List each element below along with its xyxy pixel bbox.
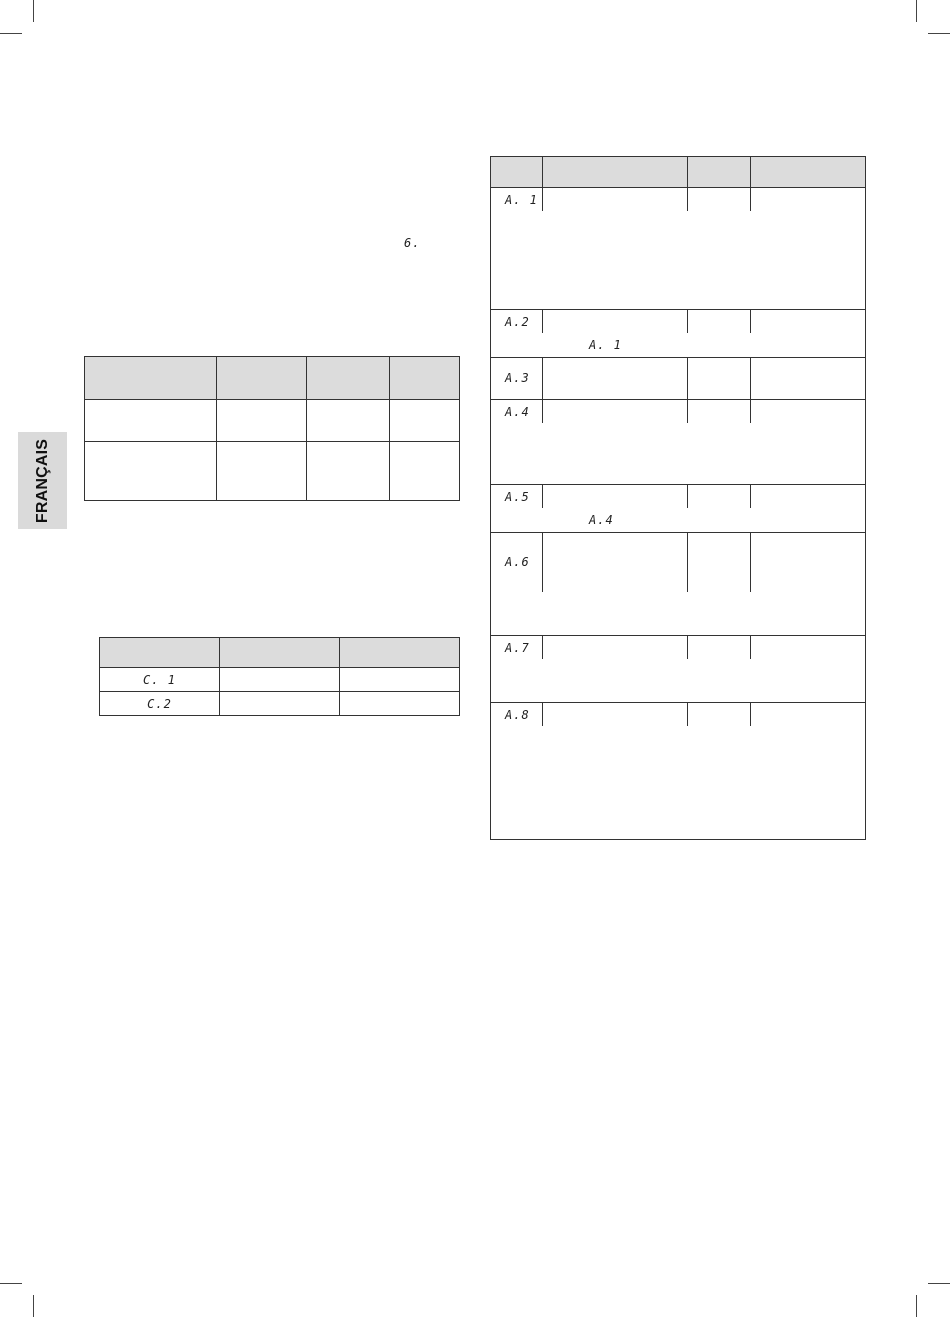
row-divider <box>491 532 865 533</box>
table-header-cell <box>307 357 390 400</box>
table-cell <box>217 400 307 442</box>
language-tab-label: FRANÇAIS <box>33 438 51 523</box>
table-header-row <box>100 638 460 668</box>
crop-mark <box>916 0 917 22</box>
crop-mark <box>0 33 22 34</box>
table-row <box>85 400 460 442</box>
table-header-row <box>85 357 460 400</box>
crop-mark <box>33 0 34 22</box>
table-header-cell <box>100 638 220 668</box>
table-cell <box>307 400 390 442</box>
column-divider <box>542 399 543 423</box>
column-divider <box>750 399 751 423</box>
column-divider <box>750 157 751 187</box>
display-code: A. 1 <box>505 193 538 207</box>
table-cell <box>390 400 460 442</box>
column-divider <box>750 702 751 726</box>
settings-table <box>84 356 460 501</box>
display-code: A.4 <box>505 405 530 419</box>
row-divider <box>491 309 865 310</box>
table-cell <box>85 442 217 501</box>
table-cell <box>220 692 340 716</box>
display-code: A.5 <box>505 490 530 504</box>
display-code: A.2 <box>505 315 530 329</box>
reference-code: A. 1 <box>589 338 622 352</box>
column-divider <box>542 484 543 508</box>
column-divider <box>542 357 543 399</box>
column-divider <box>687 532 688 592</box>
column-divider <box>750 187 751 211</box>
column-divider <box>687 702 688 726</box>
table-row <box>100 668 460 692</box>
column-divider <box>750 635 751 659</box>
display-code: A.8 <box>505 708 530 722</box>
display-code: C.2 <box>147 696 172 711</box>
table-cell <box>85 400 217 442</box>
code-cell <box>100 692 220 716</box>
code-table <box>99 637 460 716</box>
table-header-cell <box>217 357 307 400</box>
column-divider <box>750 532 751 592</box>
crop-mark <box>928 1283 950 1284</box>
code-cell <box>100 668 220 692</box>
row-divider <box>491 702 865 703</box>
row-divider <box>491 399 865 400</box>
display-symbol: 6. <box>404 236 421 250</box>
table-cell <box>220 668 340 692</box>
column-divider <box>750 484 751 508</box>
table-cell <box>340 692 460 716</box>
table-header-cell <box>85 357 217 400</box>
column-divider <box>542 157 543 187</box>
crop-mark <box>928 33 950 34</box>
column-divider <box>542 532 543 592</box>
table-cell <box>340 668 460 692</box>
column-divider <box>687 187 688 211</box>
table-cell <box>307 442 390 501</box>
table-header-cell <box>390 357 460 400</box>
row-divider <box>491 484 865 485</box>
crop-mark <box>0 1283 22 1284</box>
column-divider <box>687 157 688 187</box>
table-header-row <box>491 157 865 188</box>
column-divider <box>687 484 688 508</box>
language-tab <box>18 432 67 529</box>
crop-mark <box>33 1295 34 1317</box>
reference-code: A.4 <box>589 513 614 527</box>
table-cell <box>217 442 307 501</box>
alarm-code-table <box>490 156 866 840</box>
column-divider <box>542 187 543 211</box>
table-header-cell <box>340 638 460 668</box>
table-row <box>100 692 460 716</box>
column-divider <box>542 635 543 659</box>
table-row <box>85 442 460 501</box>
column-divider <box>750 357 751 399</box>
table-header-cell <box>220 638 340 668</box>
row-divider <box>491 635 865 636</box>
column-divider <box>687 309 688 333</box>
column-divider <box>542 309 543 333</box>
column-divider <box>687 399 688 423</box>
row-divider <box>491 357 865 358</box>
display-code: A.7 <box>505 641 530 655</box>
table-cell <box>390 442 460 501</box>
column-divider <box>687 635 688 659</box>
column-divider <box>542 702 543 726</box>
column-divider <box>750 309 751 333</box>
column-divider <box>687 357 688 399</box>
crop-mark <box>916 1295 917 1317</box>
display-code: A.3 <box>505 371 530 385</box>
display-code: A.6 <box>505 555 530 569</box>
display-code: C. 1 <box>143 672 176 687</box>
